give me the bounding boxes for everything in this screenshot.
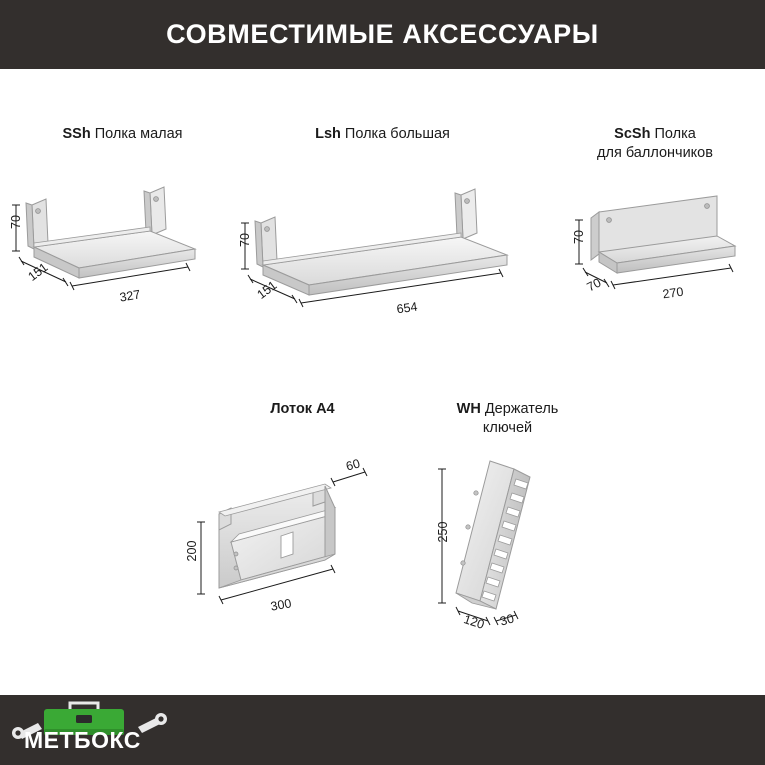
wh-dim-depth: 30 bbox=[498, 611, 516, 629]
wh-dim-height: 250 bbox=[436, 521, 450, 543]
lsh-dim-height: 70 bbox=[238, 233, 252, 247]
scsh-dim-width: 270 bbox=[661, 284, 685, 302]
scsh-dim-height: 70 bbox=[572, 230, 586, 244]
item-ssh-caption bbox=[0, 125, 245, 144]
item-tray-caption bbox=[185, 400, 420, 419]
item-ssh-drawing bbox=[10, 185, 240, 325]
item-ssh-name: Полка малая bbox=[94, 126, 183, 142]
ssh-dim-depth: 151 bbox=[25, 260, 51, 284]
scsh-dim-depth: 70 bbox=[584, 275, 604, 295]
item-wh-name-line1: Держатель bbox=[484, 401, 559, 417]
ssh-dim-width: 327 bbox=[118, 287, 142, 305]
item-lsh-name: Полка большая bbox=[344, 126, 450, 142]
item-lsh-caption bbox=[245, 125, 520, 144]
lsh-shelf-illustration bbox=[235, 185, 535, 325]
tray-dim-width: 300 bbox=[269, 596, 293, 614]
ssh-dim-height: 70 bbox=[9, 215, 23, 229]
item-wh-code: WH bbox=[456, 401, 481, 417]
item-lsh-drawing bbox=[235, 185, 535, 325]
item-tray-a4 bbox=[185, 400, 420, 419]
logo-text: МЕТБОКС bbox=[24, 727, 141, 753]
item-scsh-drawing bbox=[565, 190, 755, 320]
item-tray-code: Лоток A4 bbox=[270, 401, 335, 417]
item-ssh-small-shelf bbox=[0, 125, 245, 144]
item-lsh-code: Lsh bbox=[315, 126, 341, 142]
item-wh-wrench-holder bbox=[400, 400, 615, 437]
item-wh-name-line2: ключей bbox=[482, 419, 533, 436]
wh-dim-width: 120 bbox=[461, 612, 487, 632]
item-scsh-name-line1: Полка bbox=[654, 126, 696, 142]
item-scsh-caption bbox=[555, 125, 755, 162]
tray-dim-depth: 60 bbox=[344, 456, 362, 474]
item-scsh-code: ScSh bbox=[614, 126, 651, 142]
item-wh-drawing bbox=[430, 455, 610, 640]
lsh-dim-width: 654 bbox=[395, 299, 419, 317]
lsh-dim-depth: 151 bbox=[254, 278, 280, 302]
page-header bbox=[0, 0, 765, 69]
ssh-shelf-illustration bbox=[10, 185, 240, 325]
tray-dim-height: 200 bbox=[185, 540, 199, 562]
item-scsh-spray-shelf bbox=[555, 125, 755, 162]
item-wh-caption bbox=[400, 400, 615, 437]
page-footer bbox=[0, 695, 765, 765]
brand-logo bbox=[8, 699, 188, 761]
item-lsh-large-shelf bbox=[245, 125, 520, 144]
item-tray-drawing bbox=[175, 450, 410, 630]
item-ssh-code: SSh bbox=[62, 126, 91, 142]
page-title: СОВМЕСТИМЫЕ АКСЕССУАРЫ bbox=[166, 19, 599, 49]
item-scsh-name-line2: для баллончиков bbox=[597, 144, 713, 161]
